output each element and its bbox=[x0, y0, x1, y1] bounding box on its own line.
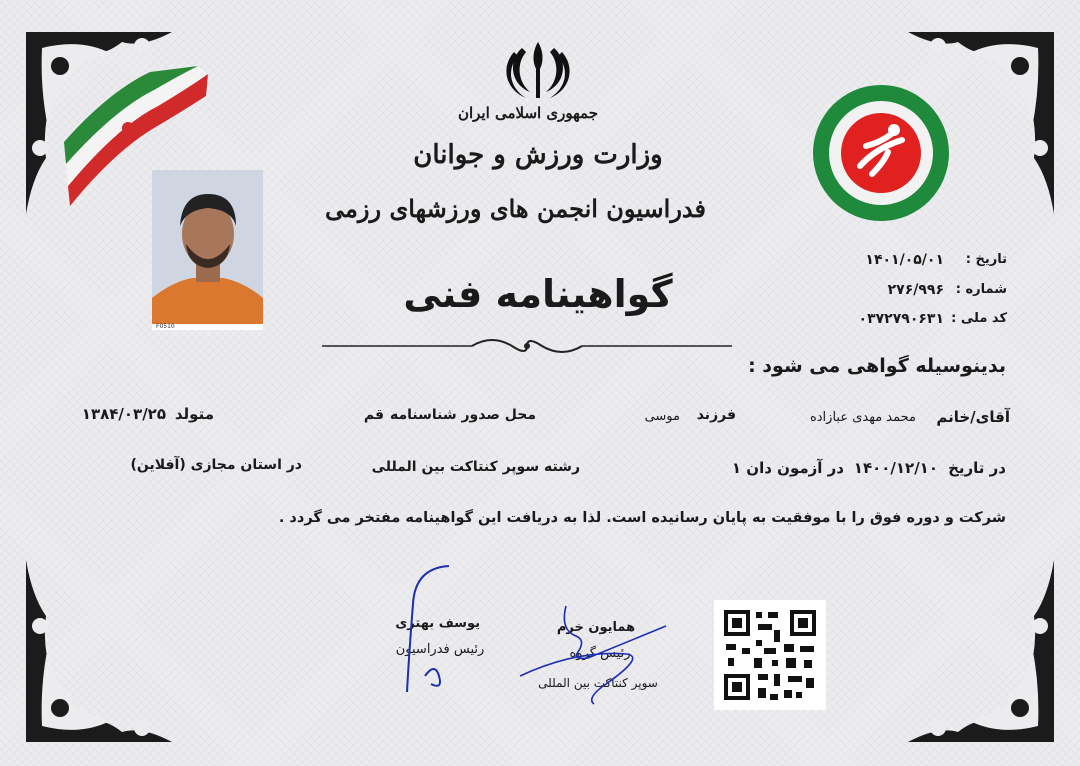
certify-intro: بدینوسیله گواهی می شود : bbox=[748, 355, 1006, 377]
mid-signer-title: رئیس گروه bbox=[569, 646, 631, 661]
exam-date-label: در تاریخ bbox=[948, 459, 1006, 477]
left-signature-icon bbox=[395, 564, 475, 696]
mid-signer-group: سوپر کنتاکت بین المللی bbox=[538, 676, 658, 690]
number-value: ۲۷۶/۹۹۶ bbox=[887, 282, 944, 298]
date-value: ۱۴۰۱/۰۵/۰۱ bbox=[865, 252, 944, 268]
mr-ms-label: آقای/خانم bbox=[936, 408, 1010, 426]
closing-statement: شرکت و دوره فوق را با موفقیت به پایان رسانیده است. لذا به دریافت این گواهینامه مفتخر می گردد . bbox=[278, 510, 1006, 526]
qr-code[interactable] bbox=[714, 600, 826, 710]
mid-signer-name: همایون خرم bbox=[556, 620, 636, 635]
photo-caption: F0510 bbox=[156, 323, 175, 330]
province: در استان مجازی (آفلاین) bbox=[130, 457, 302, 473]
national-id-value: ۰۳۷۲۷۹۰۶۳۱ bbox=[858, 311, 944, 327]
left-signer-name: یوسف بهتری bbox=[395, 616, 480, 631]
discipline: رشته سوپر کنتاکت بین المللی bbox=[371, 459, 580, 475]
born-label: متولد bbox=[174, 405, 214, 423]
mid-signature-icon bbox=[516, 600, 676, 710]
date-label: تاریخ : bbox=[965, 252, 1007, 267]
national-id-label: کد ملی : bbox=[951, 311, 1007, 326]
header-ministry: وزارت ورزش و جوانان bbox=[413, 140, 663, 170]
father-name: موسی bbox=[644, 409, 680, 424]
exam-label: در آزمون دان ۱ bbox=[731, 459, 844, 477]
issue-place-label: محل صدور شناسنامه bbox=[389, 407, 536, 423]
left-signer-title: رئیس فدراسیون bbox=[395, 642, 485, 657]
number-label: شماره : bbox=[955, 282, 1007, 297]
ornament-bottom-left-icon bbox=[22, 556, 212, 746]
logo-text bbox=[0, 0, 1, 1]
issue-place: قم bbox=[363, 407, 384, 423]
exam-date: ۱۴۰۰/۱۲/۱۰ bbox=[853, 459, 938, 477]
holder-photo bbox=[152, 170, 263, 330]
header-country: جمهوری اسلامی ایران bbox=[457, 104, 598, 122]
iran-emblem-icon bbox=[500, 38, 576, 102]
divider-ornament-icon bbox=[322, 334, 732, 358]
birth-date: ۱۳۸۴/۰۳/۲۵ bbox=[81, 405, 166, 423]
federation-logo-icon bbox=[810, 82, 952, 224]
ornament-bottom-right-icon bbox=[868, 556, 1058, 746]
holder-name: محمد مهدی عبازاده bbox=[809, 410, 916, 425]
child-of-label: فرزند bbox=[696, 407, 736, 423]
certificate-title: گواهینامه فنی bbox=[403, 272, 673, 316]
header-federation: فدراسیون انجمن های ورزشهای رزمی bbox=[325, 194, 706, 223]
